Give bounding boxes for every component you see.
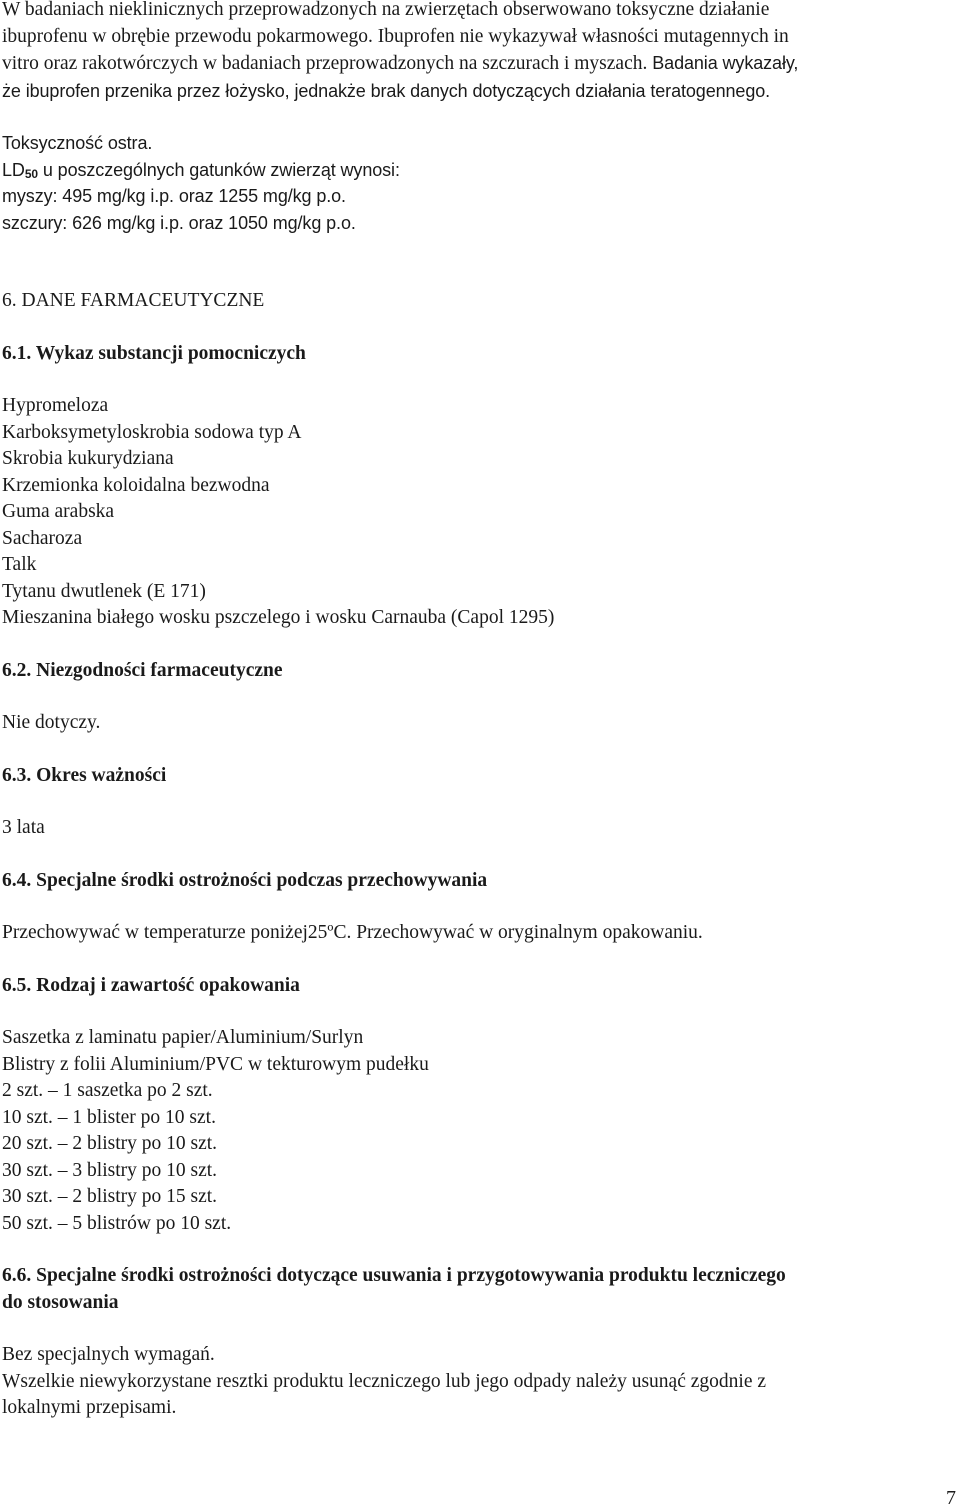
- excipient-item: Guma arabska: [2, 501, 115, 522]
- intro-line: vitro oraz rakotwórczych w badaniach przeprowadzonych na szczurach i myszach. Badania wykazały,: [2, 53, 799, 74]
- mice-value: myszy: 495 mg/kg i.p. oraz 1255 mg/kg p.o.: [2, 186, 346, 206]
- intro-paragraph: [2, 0, 952, 104]
- packaging-item: 50 szt. – 5 blistrów po 10 szt.: [2, 1212, 232, 1234]
- packaging-item: Blistry z folii Aluminium/PVC w tekturowym pudełku: [2, 1053, 429, 1075]
- ld50-subscript: 50: [24, 166, 38, 181]
- intro-line: W badaniach nieklinicznych przeprowadzonych na zwierzętach obserwowano toksyczne działanie: [2, 0, 770, 20]
- excipient-item: Krzemionka koloidalna bezwodna: [2, 474, 270, 496]
- excipient-item: Tytanu dwutlenek (E 171): [2, 580, 206, 602]
- excipient-item: Karboksymetyloskrobia sodowa typ A: [2, 421, 302, 443]
- intro-line: że ibuprofen przenika przez łożysko, jednakże brak danych dotyczących działania teratogennego.: [2, 80, 771, 101]
- excipient-item: Sacharoza: [2, 527, 83, 549]
- section-6-6-title-cont: do stosowania: [2, 1291, 119, 1313]
- excipient-item: Hypromeloza: [2, 395, 109, 416]
- section-6-6-title: 6.6. Specjalne środki ostrożności dotyczące usuwania i przygotowywania produktu leczniczego: [2, 1265, 786, 1286]
- packaging-item: 20 szt. – 2 blistry po 10 szt.: [2, 1133, 218, 1154]
- storage-text: Przechowywać w temperaturze poniżej25ºC. Przechowywać w oryginalnym opakowaniu.: [2, 922, 703, 943]
- packaging-item: 30 szt. – 2 blistry po 15 szt.: [2, 1186, 218, 1207]
- section-6-4-title: 6.4. Specjalne środki ostrożności podczas przechowywania: [2, 869, 488, 891]
- disposal-text: Bez specjalnych wymagań.: [2, 1344, 215, 1365]
- section-6-1-title: 6.1. Wykaz substancji pomocniczych: [2, 342, 306, 364]
- section-6-2-title: 6.2. Niezgodności farmaceutyczne: [2, 659, 283, 681]
- ld50-line: $LD_{50}$ u poszczególnych gatunków zwierząt wynosi:: [2, 159, 400, 181]
- excipient-item: Skrobia kukurydziana: [2, 448, 174, 469]
- page-number: 7: [946, 1487, 956, 1509]
- intro-line: ibuprofenu w obrębie przewodu pokarmowego. Ibuprofen nie wykazywał własności mutagennych in: [2, 25, 789, 47]
- toxicity-title: Toksyczność ostra.: [2, 133, 153, 153]
- excipient-item: Mieszanina białego wosku pszczelego i wosku Carnauba (Capol 1295): [2, 607, 555, 628]
- packaging-item: 2 szt. – 1 saszetka po 2 szt.: [2, 1080, 213, 1101]
- disposal-text: lokalnymi przepisami.: [2, 1397, 177, 1418]
- packaging-list: [2, 1025, 952, 1237]
- excipient-item: Talk: [2, 554, 37, 575]
- packaging-item: Saszetka z laminatu papier/Aluminium/Surlyn: [2, 1027, 364, 1048]
- packaging-item: 30 szt. – 3 blistry po 10 szt.: [2, 1159, 218, 1181]
- acute-toxicity: [2, 130, 952, 236]
- incompatibilities-text: Nie dotyczy.: [2, 712, 101, 733]
- excipients-list: [2, 393, 952, 632]
- rats-value: szczury: 626 mg/kg i.p. oraz 1050 mg/kg p.o.: [2, 212, 356, 233]
- section-6-title: 6. DANE FARMACEUTYCZNE: [2, 290, 265, 311]
- section-6-3-title: 6.3. Okres ważności: [2, 764, 167, 786]
- packaging-item: 10 szt. – 1 blister po 10 szt.: [2, 1106, 216, 1128]
- disposal-text: Wszelkie niewykorzystane resztki produktu leczniczego lub jego odpady należy usunąć zgodnie z: [2, 1370, 767, 1392]
- shelf-life-text: 3 lata: [2, 817, 45, 838]
- document-page: [2, 0, 952, 1422]
- section-6-5-title: 6.5. Rodzaj i zawartość opakowania: [2, 974, 300, 996]
